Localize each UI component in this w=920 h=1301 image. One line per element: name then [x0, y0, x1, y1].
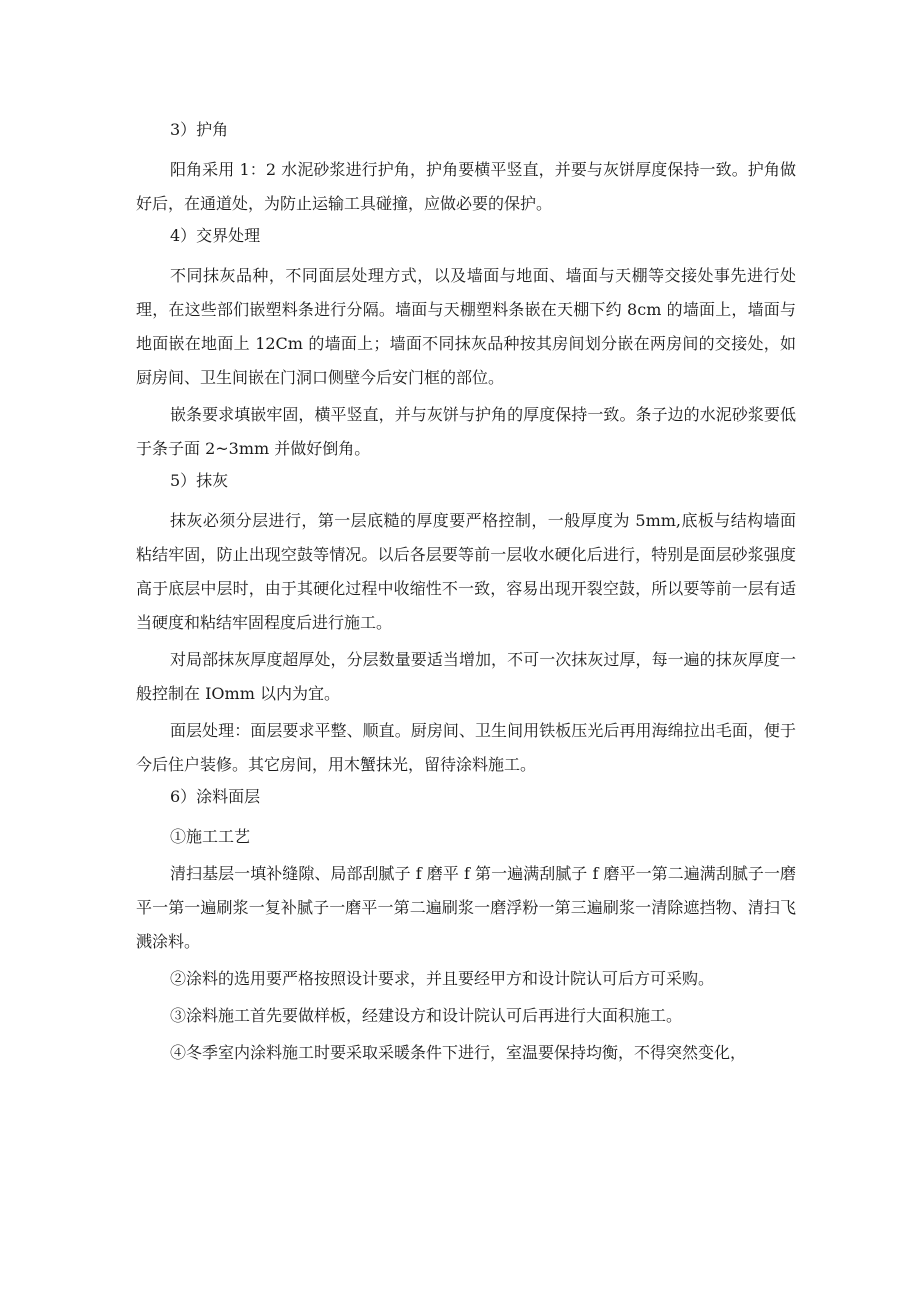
section-heading-corner-protection: 3）护角: [170, 120, 229, 139]
section-heading-junction-treatment: 4）交界处理: [170, 226, 261, 245]
subheading-construction-process: ①施工工艺: [170, 827, 251, 846]
section-heading-paint-layer: 6）涂料面层: [170, 787, 261, 806]
document-page: [136, 118, 796, 1070]
paragraph-corner-protection: 阳角采用 1：2 水泥砂浆进行护角，护角要横平竖直，并要与灰饼厚度保持一致。护角做好后，在通道处，为防止运输工具碰撞，应做必要的保护。: [136, 160, 796, 213]
paragraph-plastering-2: 对局部抹灰厚度超厚处，分层数量要适当增加，不可一次抹灰过厚，每一遍的抹灰厚度一般控制在 IOmm 以内为宜。: [136, 650, 796, 703]
paragraph-paint-sample: ③涂料施工首先要做样板，经建设方和设计院认可后再进行大面积施工。: [170, 1006, 683, 1025]
paragraph-winter-painting: ④冬季室内涂料施工时要采取采暖条件下进行，室温要保持均衡，不得突然变化，: [170, 1043, 747, 1062]
paragraph-plastering-3: 面层处理：面层要求平整、顺直。厨房间、卫生间用铁板压光后再用海绵拉出毛面，便于今后住户装修。其它房间，用木蟹抹光，留待涂料施工。: [136, 721, 796, 774]
paragraph-plastering-1: 抹灰必须分层进行，第一层底糙的厚度要严格控制，一般厚度为 5mm,底板与结构墙面粘结牢固，防止出现空鼓等情况。以后各层要等前一层收水硬化后进行，特别是面层砂浆强度高于底层中层时，由于其硬化过程中收缩性不一致，容易出现开裂空鼓，所以要等前一层有适当硬度和粘结牢固程度后进行施工。: [136, 511, 796, 632]
paragraph-paint-selection: ②涂料的选用要严格按照设计要求，并且要经甲方和设计院认可后方可采购。: [170, 969, 715, 988]
paragraph-junction-treatment-1: 不同抹灰品种，不同面层处理方式，以及墙面与地面、墙面与天棚等交接处事先进行处理，在这些部们嵌塑料条进行分隔。墙面与天棚塑料条嵌在天棚下约 8cm 的墙面上，墙面与地面嵌在地面上 12Cm 的墙面上；墙面不同抹灰品种按其房间划分嵌在两房间的交接处，如厨房间、卫生间嵌在门洞口侧壁今后安门框的部位。: [136, 266, 796, 387]
paragraph-junction-treatment-2: 嵌条要求填嵌牢固，横平竖直，并与灰饼与护角的厚度保持一致。条子边的水泥砂浆要低于条子面 2~3mm 并做好倒角。: [136, 405, 796, 458]
paragraph-paint-process: 清扫基层一填补缝隙、局部刮腻子 f 磨平 f 第一遍满刮腻子 f 磨平一第二遍满刮腻子一磨平一第一遍刷浆一复补腻子一磨平一第二遍刷浆一磨浮粉一第三遍刷浆一清除遮挡物、清扫飞溅涂料。: [136, 864, 796, 951]
section-heading-plastering: 5）抹灰: [170, 471, 229, 490]
